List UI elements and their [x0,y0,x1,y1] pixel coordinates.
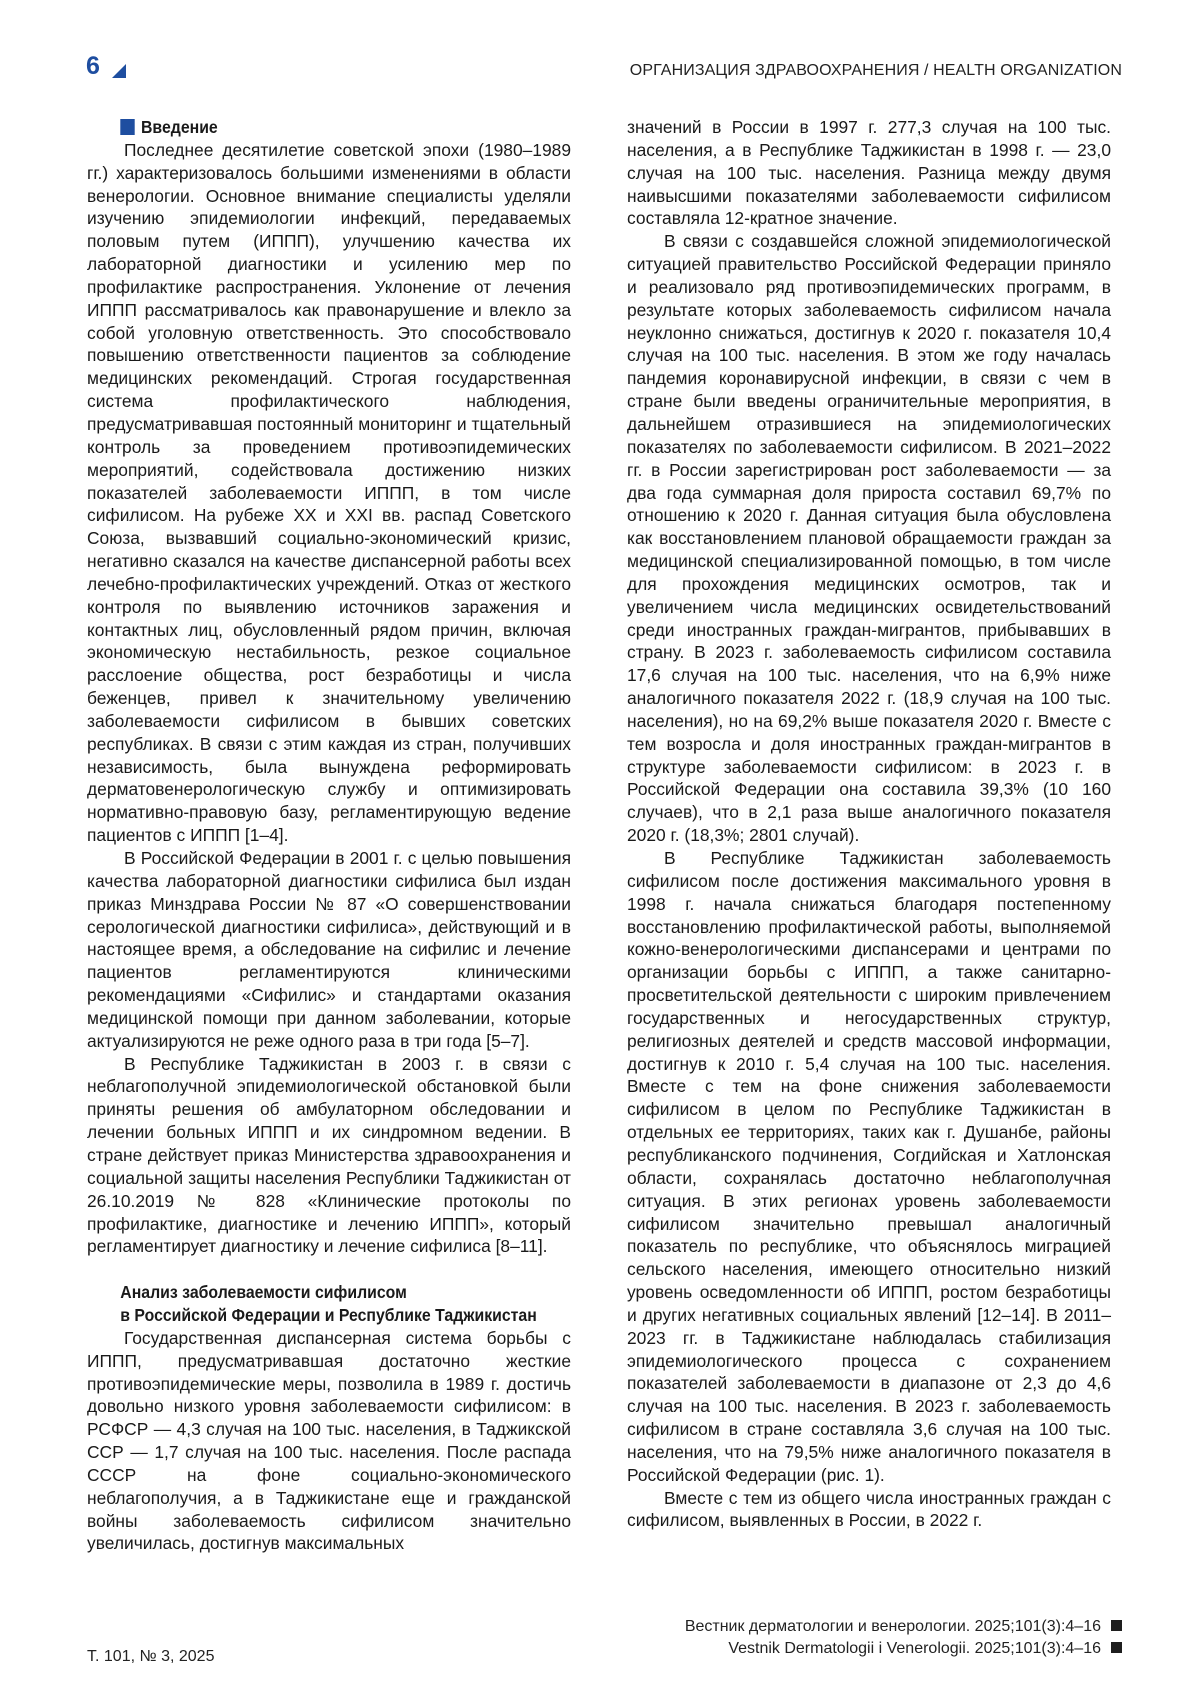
right-column [627,116,1111,1532]
paragraph: В Республике Таджикистан заболеваемость сифилисом после достижения максимального уровня в 1998 г. начала снижаться благодаря постепенному восстановлению профилактической работы, выполняемой кожно-венерологическими диспансерами и центрами по организации борьбы с ИППП, а также санитарно-просветительской деятельности с широким привлечением государственных и негосударственных структур, религиозных деятелей и средств массовой информации, достигнув к 2010 г. 5,4 случая на 100 тыс. населения. Вместе с тем на фоне снижения заболеваемости сифилисом в целом по Республике Таджикистан в отдельных ее территориях, таких как г. Душанбе, районы республиканского подчинения, Согдийская и Хатлонская области, сохранялась достаточно неблагополучная ситуация. В этих регионах уровень заболеваемости сифилисом значительно превышал аналогичный показатель по республике, что объяснялось миграцией сельского населения, имеющего относительно низкий уровень осведомленности об ИППП, ростом безработицы и других негативных социальных явлений [12–14]. В 2011–2023 гг. в Таджикистане наблюдалась стабилизация эпидемиологического процесса с сохранением показателей заболеваемости в диапазоне от 2,3 до 4,6 случая на 100 тыс. населения. В 2023 г. заболеваемость сифилисом в стране составляла 3,6 случая на 100 тыс. населения, что на 79,5% ниже аналогичного показателя в Российской Федерации (рис. 1). [627,848,1111,1485]
running-header: ОРГАНИЗАЦИЯ ЗДРАВООХРАНЕНИЯ / HEALTH ORGANIZATION [629,62,1122,79]
heading-line: в Российской Федерации и Республике Таджикистан [120,1305,537,1326]
footer-citation [685,1616,1122,1660]
citation-ru: Вестник дерматологии и венерологии. 2025;101(3):4–16 [684,1618,1101,1635]
heading-text: Введение [141,117,218,137]
footer-issue: Т. 101, № 3, 2025 [87,1648,215,1665]
paragraph: В Российской Федерации в 2001 г. с целью повышения качества лабораторной диагностики сифилиса был издан приказ Минздрава России № 87 «О совершенствовании серологической диагностики сифилиса», действующий и в настоящее время, а обследование на сифилис и лечение пациентов регламентируются клиническими рекомендациями «Сифилис» и стандартами оказания медицинской помощи при данном заболевании, которые актуализируются не реже одного раза в три года [5–7]. [87,848,571,1051]
citation-en: Vestnik Dermatologii i Venerologii. 2025;101(3):4–16 [728,1640,1101,1657]
paragraph: В Республике Таджикистан в 2003 г. в связи с неблагополучной эпидемиологической обстановкой были приняты решения об амбулаторном обследовании и лечении больных ИППП и их синдромном ведении. В стране действует приказ Министерства здравоохранения и социальной защиты населения Республики Таджикистан от 26.10.2019 № 828 «Клинические протоколы по профилактике, диагностике и лечению ИППП», который регламентирует диагностику и лечение сифилиса [8–11]. [87,1053,571,1257]
page-number: 6 [86,52,100,80]
square-bullet-icon [1111,1620,1122,1631]
section-heading-introduction [87,116,523,139]
paragraph: Государственная диспансерная система борьбы с ИППП, предусматривавшая достаточно жесткие противоэпидемические меры, позволила в 1989 г. достичь довольно низкого уровня заболеваемости сифилисом: в РСФСР — 4,3 случая на 100 тыс. населения, в Таджикской ССР — 1,7 случая на 100 тыс. населения. После распада СССР на фоне социально-экономического неблагополучия, а в Таджикистане еще и гражданской войны заболеваемость сифилисом значительно увеличилась, достигнув максимальных [87,1327,571,1554]
paragraph: Последнее десятилетие советской эпохи (1980–1989 гг.) характеризовалось большими изменениями в области венерологии. Основное внимание специалисты уделяли изучению эпидемиологии инфекций, передаваемых половым путем (ИППП), улучшению качества их лабораторной диагностики и усилению мер по профилактике распространения. Уклонение от лечения ИППП рассматривалось как правонарушение и влекло за собой уголовную ответственность. Это способствовало повышению ответственности пациентов за соблюдение медицинских рекомендаций. Строгая государственная система профилактического наблюдения, предусматривавшая постоянный мониторинг и тщательный контроль за проведением противоэпидемических мероприятий, содействовала достижению низких показателей заболеваемости ИППП, в том числе сифилисом. На рубеже XX и XXI вв. распад Советского Союза, вызвавший социально-экономический кризис, негативно сказался на качестве диспансерной работы всех лечебно-профилактических учреждений. Отказ от жесткого контроля по выявлению источников заражения и контактных лиц, обусловленный рядом причин, включая экономическую нестабильность, резкое социальное расслоение общества, рост безработицы и числа беженцев, привел к значительному увеличению заболеваемости сифилисом в бывших советских республиках. В связи с этим каждая из стран, получивших независимость, была вынуждена реформировать дерматовенерологическую службу и оптимизировать нормативно-правовую базу, регламентирующую ведение пациентов с ИППП [1–4]. [87,139,571,846]
heading-line: Анализ заболеваемости сифилисом [120,1282,407,1303]
paragraph: В связи с создавшейся сложной эпидемиологической ситуацией правительство Российской Федерации приняло и реализовало ряд противоэпидемических программ, в результате которых заболеваемость сифилисом начала неуклонно снижаться, достигнув к 2020 г. показателя 10,4 случая на 100 тыс. населения. В этом же году началась пандемия коронавирусной инфекции, в связи с чем в стране были введены ограничительные мероприятия, в дальнейшем отразившиеся на эпидемиологических показателях по заболеваемости сифилисом. В 2021–2022 гг. в России зарегистрирован рост заболеваемости — за два года суммарная доля прироста составил 69,7% по отношению к 2020 г. Данная ситуация была обусловлена как восстановлением плановой обращаемости граждан за медицинской специализированной помощью, в том числе для прохождения медицинских осмотров, так и увеличением числа медицинских освидетельствований среди иностранных граждан-мигрантов, прибывавших в страну. В 2023 г. заболеваемость сифилисом составила 17,6 случая на 100 тыс. населения, что на 6,9% ниже аналогичного показателя 2022 г. (18,9 случая на 100 тыс. населения), но на 69,2% выше показателя 2020 г. Вместе с тем возросла и доля иностранных граждан-мигрантов в структуре заболеваемости сифилисом: в 2023 г. в Российской Федерации она составила 39,3% (10 160 случаев), что в 2,1 раза выше аналогичного показателя 2020 г. (18,3%; 2801 случай). [627,231,1111,846]
square-bullet-icon [1111,1642,1122,1653]
paragraph-continued: значений в России в 1997 г. 277,3 случая на 100 тыс. населения, а в Республике Таджикистан в 1998 г. — 23,0 случая на 100 тыс. населения. Разница между двумя наивысшими показателями заболеваемости сифилисом составляла 12-кратное значение. [627,117,1111,229]
heading-square-icon [120,119,134,135]
paragraph: Вместе с тем из общего числа иностранных граждан с сифилисом, выявленных в России, в 2022 г. [627,1487,1111,1531]
left-column [87,116,571,1555]
page-number-triangle-icon [112,64,126,78]
section-heading-analysis [87,1281,537,1327]
